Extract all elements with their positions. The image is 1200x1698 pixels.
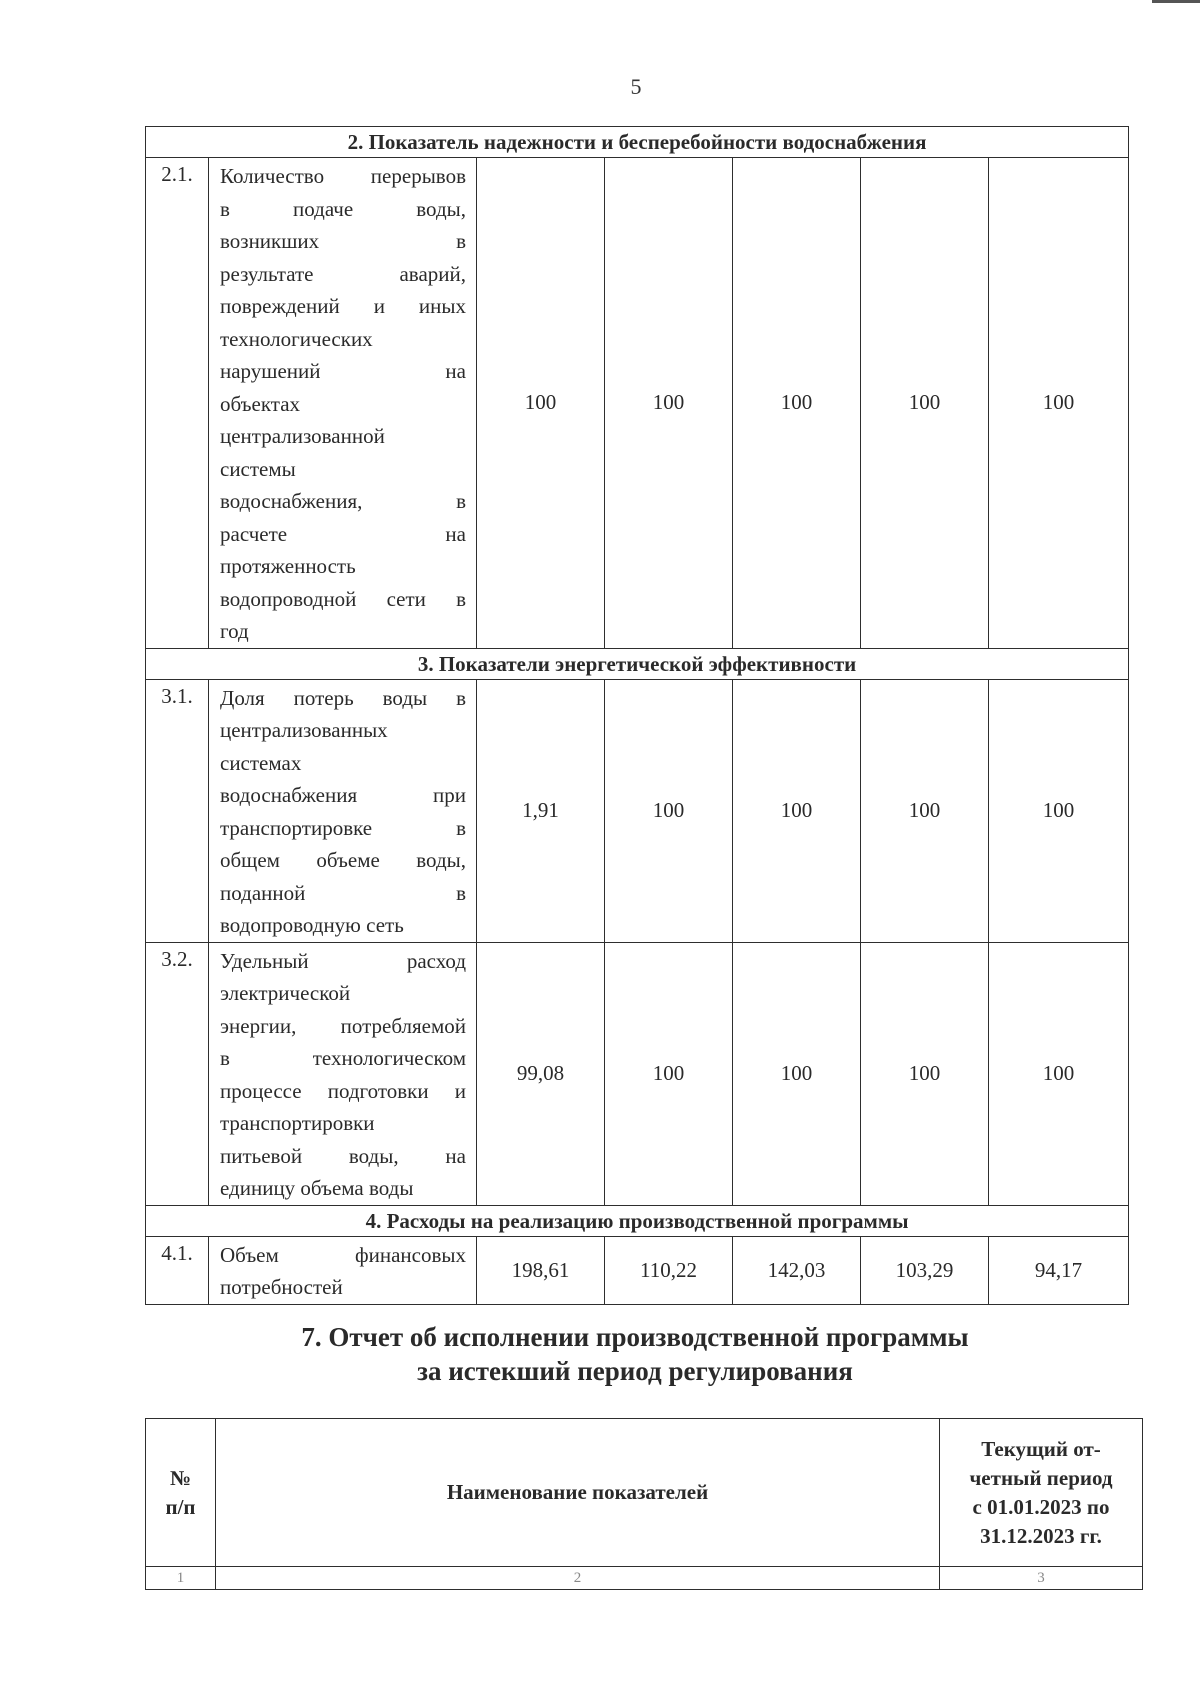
indicator-name-line: энергии, потребляемой — [220, 1013, 466, 1038]
column-number-row — [146, 1567, 1143, 1590]
header-period-line-4: 31.12.2023 гг. — [980, 1523, 1102, 1548]
indicator-name-line: Количество перерывов — [220, 164, 466, 188]
indicator-name-line: возникших в — [220, 229, 466, 253]
indicator-name — [209, 1236, 477, 1304]
section-header-row — [146, 1205, 1129, 1236]
indicator-name-line: транспортировки — [220, 1111, 375, 1135]
value-cell: 142,03 — [733, 1236, 861, 1304]
value-cell: 103,29 — [861, 1236, 989, 1304]
header-period-line-1: Текущий от- — [981, 1436, 1101, 1461]
value-cell: 94,17 — [989, 1236, 1129, 1304]
indicator-name-line: водопроводную сеть — [220, 913, 404, 937]
indicator-name-line: расчете на — [220, 521, 466, 546]
column-number: 3 — [940, 1567, 1143, 1590]
indicator-name-line: питьевой воды, на — [220, 1143, 466, 1168]
indicator-name-line: технологических — [220, 326, 373, 351]
value-cell: 99,08 — [477, 942, 605, 1205]
header-period-line-2: четный период — [969, 1465, 1113, 1490]
value-cell: 110,22 — [605, 1236, 733, 1304]
indicator-name-line: результате аварий, — [220, 261, 466, 286]
indicator-name-line: процессе подготовки и — [220, 1078, 466, 1103]
indicator-name-line: системы — [220, 456, 296, 481]
indicators-body — [146, 127, 1129, 1305]
report-heading-line-2: за истекший период регулирования — [417, 1356, 853, 1386]
indicator-name-line: Объем финансовых — [220, 1242, 466, 1267]
value-cell: 100 — [861, 942, 989, 1205]
value-cell: 100 — [733, 158, 861, 649]
indicator-name-line: общем объеме воды, — [220, 848, 466, 872]
indicator-name-line: транспортировке в — [220, 815, 466, 840]
indicator-name-line: год — [220, 619, 249, 643]
value-cell: 100 — [477, 158, 605, 649]
value-cell: 100 — [989, 158, 1129, 649]
indicator-name-line: нарушений на — [220, 359, 466, 383]
header-number-symbol: № — [169, 1465, 192, 1490]
header-number-abbr: п/п — [165, 1494, 196, 1519]
value-cell: 100 — [861, 158, 989, 649]
indicator-name-line: поданной в — [220, 880, 466, 905]
indicator-name-line: потребностей — [220, 1275, 343, 1299]
value-cell: 100 — [733, 679, 861, 942]
header-period-line-3: с 01.01.2023 по — [972, 1494, 1110, 1519]
row-number: 3.2. — [146, 942, 209, 1205]
indicator-name-line: в подаче воды, — [220, 196, 466, 221]
indicator-name-line: электрической — [220, 981, 351, 1005]
indicator-row — [146, 942, 1129, 1205]
indicator-name — [209, 679, 477, 942]
indicators-table — [145, 126, 1129, 1305]
scan-edge-mark — [1152, 0, 1200, 3]
row-number: 4.1. — [146, 1236, 209, 1304]
section-title: 3. Показатели энергетической эффективности — [146, 648, 1129, 679]
indicator-name-line: протяженность — [220, 554, 356, 578]
value-cell: 1,91 — [477, 679, 605, 942]
value-cell: 100 — [989, 679, 1129, 942]
indicator-name-line: Доля потерь воды в — [220, 685, 466, 710]
indicator-name-line: в технологическом — [220, 1046, 466, 1070]
indicator-name-line: единицу объема воды — [220, 1176, 414, 1200]
section-title: 4. Расходы на реализацию производственной программы — [146, 1205, 1129, 1236]
value-cell: 100 — [733, 942, 861, 1205]
indicator-name-line: системах — [220, 750, 302, 775]
indicator-name-line: централизованной — [220, 424, 385, 448]
section-title: 2. Показатель надежности и бесперебойности водоснабжения — [146, 127, 1129, 158]
header-current-period — [940, 1419, 1143, 1567]
indicator-row — [146, 1236, 1129, 1304]
header-number-column — [146, 1419, 216, 1567]
value-cell: 100 — [989, 942, 1129, 1205]
row-number: 3.1. — [146, 679, 209, 942]
page-number: 5 — [630, 74, 642, 99]
report-heading — [140, 1320, 1130, 1388]
value-cell: 100 — [605, 158, 733, 649]
indicator-name-line: повреждений и иных — [220, 294, 466, 318]
indicator-name — [209, 158, 477, 649]
report-table — [145, 1418, 1143, 1590]
indicator-name-line: централизованных — [220, 718, 388, 742]
value-cell: 100 — [605, 942, 733, 1205]
indicator-name-line: Удельный расход — [220, 948, 466, 973]
row-number: 2.1. — [146, 158, 209, 649]
indicator-name-line: водоснабжения при — [220, 783, 466, 807]
indicator-name — [209, 942, 477, 1205]
header-indicator-name: Наименование показателей — [216, 1419, 940, 1567]
indicator-name-line: водоснабжения, в — [220, 489, 466, 513]
value-cell: 198,61 — [477, 1236, 605, 1304]
indicator-row — [146, 679, 1129, 942]
value-cell: 100 — [861, 679, 989, 942]
section-header-row — [146, 648, 1129, 679]
value-cell: 100 — [605, 679, 733, 942]
indicator-name-line: водопроводной сети в — [220, 586, 466, 611]
column-number: 1 — [146, 1567, 216, 1590]
report-heading-line-1: 7. Отчет об исполнении производственной программы — [301, 1322, 969, 1352]
column-number: 2 — [216, 1567, 940, 1590]
indicator-row — [146, 158, 1129, 649]
indicator-name-line: объектах — [220, 391, 301, 416]
section-header-row — [146, 127, 1129, 158]
